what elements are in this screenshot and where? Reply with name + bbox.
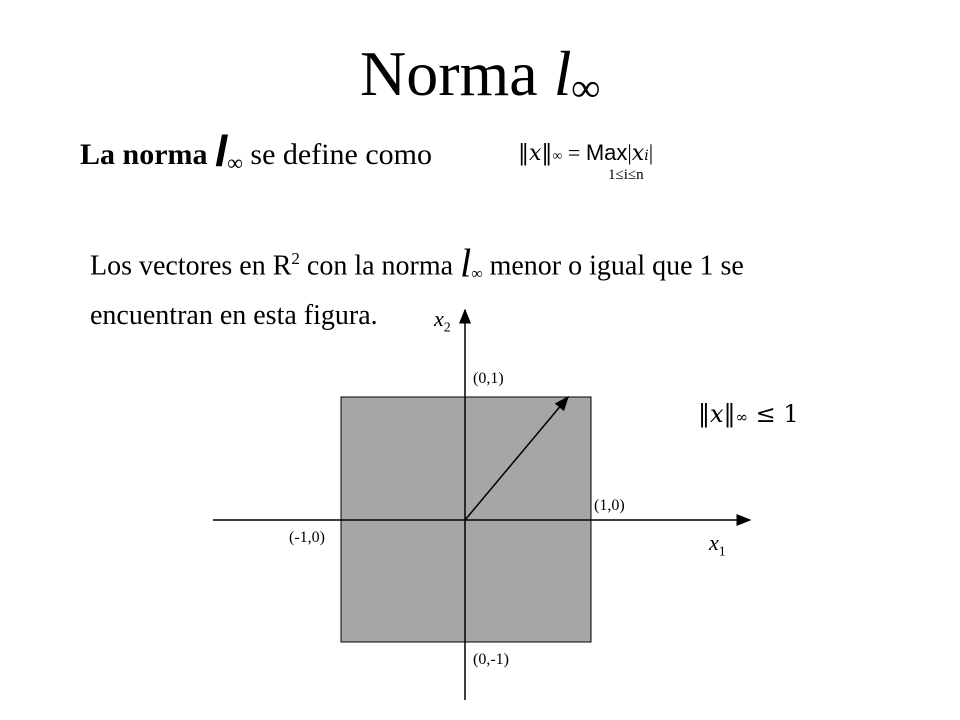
region-inequality: [698, 400, 799, 428]
definition-symbol: l: [215, 127, 228, 176]
definition-subscript: ∞: [227, 150, 243, 175]
paragraph-sup: 2: [291, 249, 300, 268]
formula-abs-open: |: [627, 140, 632, 165]
formula-equals: =: [562, 140, 586, 165]
paragraph-symbol: l: [460, 240, 472, 286]
paragraph-part2: con la norma: [299, 250, 461, 282]
paragraph-line-2: encuentran en esta figura.: [90, 300, 378, 332]
point-label-1-0: (1,0): [594, 497, 625, 514]
paragraph-subscript: ∞: [471, 265, 483, 283]
title-symbol: l: [553, 38, 572, 109]
title-subscript: ∞: [571, 65, 600, 110]
formula-abs-close: |: [648, 140, 654, 165]
formula-lhs: ‖x‖: [518, 141, 553, 166]
point-label-neg1-0: (-1,0): [289, 529, 325, 546]
formula-var-sub: i: [644, 148, 649, 164]
formula-max: Max: [585, 140, 628, 165]
y-axis-sub: 2: [443, 320, 451, 336]
definition-suffix: se define como: [242, 138, 433, 171]
paragraph-part3: menor o igual que 1 se: [482, 250, 744, 282]
point-label-0-neg1: (0,-1): [473, 651, 509, 668]
definition-prefix: La norma: [80, 138, 215, 171]
point-label-0-1: (0,1): [473, 370, 504, 387]
formula-under: 1≤i≤n: [608, 167, 644, 183]
region-lhs: ‖x‖: [698, 400, 736, 428]
y-axis-var: x: [434, 306, 444, 331]
region-rel: ≤ 1: [748, 400, 799, 428]
formula-var: x: [631, 141, 645, 166]
y-axis-label: [434, 306, 451, 336]
title-text: Norma: [359, 38, 554, 109]
formula-lhs-sub: ∞: [552, 149, 563, 164]
region-sub: ∞: [735, 408, 749, 426]
x-axis-var: x: [709, 530, 719, 555]
x-axis-sub: 1: [718, 544, 726, 560]
paragraph-part1: Los vectores en R: [90, 250, 292, 282]
x-axis-label: [709, 530, 726, 560]
